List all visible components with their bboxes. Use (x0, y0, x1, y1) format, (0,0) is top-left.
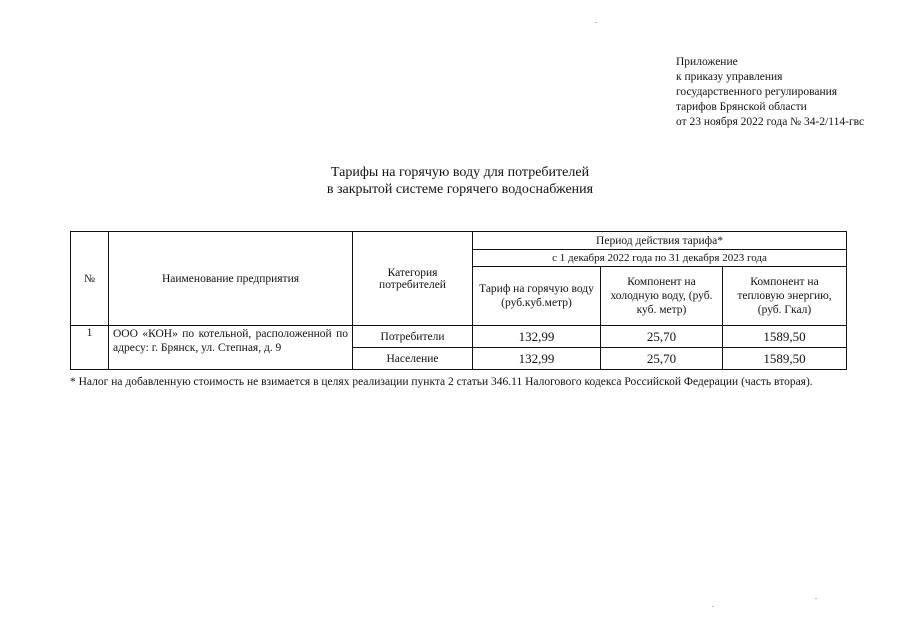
appendix-line: государственного регулирования (676, 86, 838, 98)
appendix-line: тарифов Брянской области (676, 101, 807, 113)
row-cold-value: 25,70 (601, 348, 723, 370)
row-cold-value: 25,70 (601, 326, 723, 348)
scan-speck (712, 606, 714, 607)
document-title (250, 164, 670, 198)
header-tariff: Тариф на горячую воду (руб.куб.метр) (473, 267, 601, 326)
header-number: № (71, 232, 109, 326)
header-dates: с 1 декабря 2022 года по 31 декабря 2023 года (473, 250, 847, 267)
appendix-line: к приказу управления (676, 71, 783, 83)
table-row (71, 326, 847, 348)
title-line: Тарифы на горячую воду для потребителей (330, 165, 590, 180)
header-heat-component: Компонент на тепловую энергию, (руб. Гкал) (723, 267, 847, 326)
appendix-header (676, 55, 864, 130)
row-tariff-value: 132,99 (473, 348, 601, 370)
tariff-table (70, 231, 847, 370)
appendix-line: от 23 ноября 2022 года № 34-2/114-гвс (676, 116, 865, 128)
row-number: 1 (71, 326, 109, 370)
appendix-line: Приложение (676, 56, 738, 68)
row-heat-value: 1589,50 (723, 348, 847, 370)
header-cold-component: Компонент на холодную воду, (руб. куб. метр) (601, 267, 723, 326)
row-tariff-value: 132,99 (473, 326, 601, 348)
row-enterprise: ООО «КОН» по котельной, расположенной по адресу: г. Брянск, ул. Степная, д. 9 (109, 326, 353, 370)
header-period: Период действия тарифа* (473, 232, 847, 250)
row-heat-value: 1589,50 (723, 326, 847, 348)
row-category: Потребители (353, 326, 473, 348)
scan-speck (815, 598, 817, 599)
row-category: Население (353, 348, 473, 370)
header-enterprise: Наименование предприятия (109, 232, 353, 326)
scan-speck (595, 22, 597, 23)
title-line: в закрытой системе горячего водоснабжения (326, 182, 594, 197)
header-category: Категория потребителей (353, 232, 473, 326)
vat-footnote: * Налог на добавленную стоимость не взимается в целях реализации пункта 2 статьи 346.11 Налогового кодекса Российской Федерации (часть вторая). (70, 376, 813, 388)
